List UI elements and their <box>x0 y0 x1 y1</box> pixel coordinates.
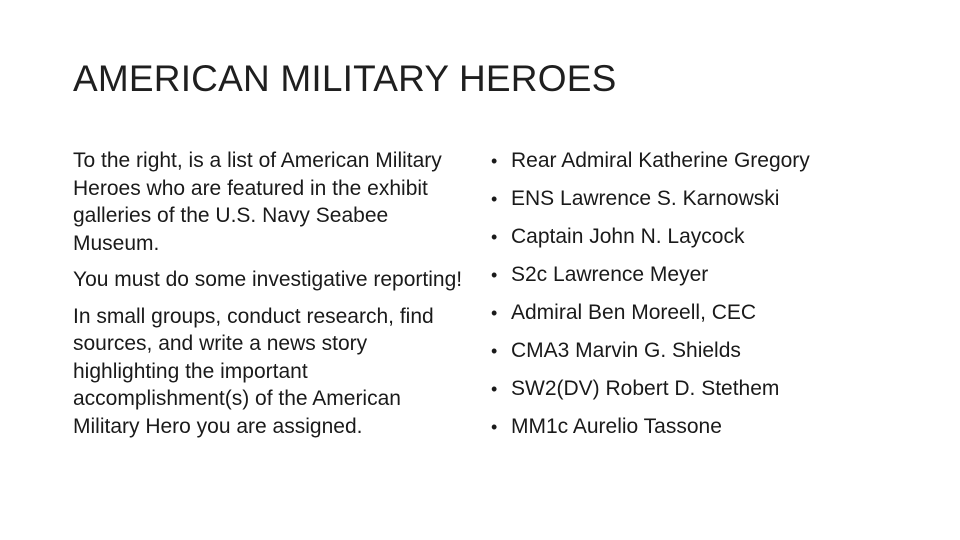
hero-name: MM1c Aurelio Tassone <box>511 415 722 438</box>
hero-list-item <box>491 335 931 373</box>
bullet-icon: • <box>491 189 498 209</box>
hero-list-item <box>491 259 931 297</box>
hero-name: Admiral Ben Moreell, CEC <box>511 301 757 324</box>
hero-list-item <box>491 221 931 259</box>
hero-name: SW2(DV) Robert D. Stethem <box>511 377 780 400</box>
hero-name: ENS Lawrence S. Karnowski <box>511 187 780 210</box>
slide-title: AMERICAN MILITARY HEROES <box>73 58 617 99</box>
bullet-icon: • <box>491 379 498 399</box>
intro-paragraph: To the right, is a list of American Military Heroes who are featured in the exhibit galleries of the U.S. Navy Seabee Museum. <box>73 149 442 255</box>
bullet-icon: • <box>491 303 498 323</box>
hero-name: CMA3 Marvin G. Shields <box>511 339 741 362</box>
hero-list-item <box>491 145 931 183</box>
hero-name: Rear Admiral Katherine Gregory <box>511 149 810 172</box>
bullet-icon: • <box>491 265 498 285</box>
assignment-paragraph: In small groups, conduct research, find sources, and write a news story highlighting the important accomplishment(s) of the American Military Hero you are assigned. <box>73 304 434 438</box>
bullet-icon: • <box>491 417 498 437</box>
hero-list-item <box>491 183 931 221</box>
hero-list-item <box>491 411 931 449</box>
bullet-icon: • <box>491 151 498 171</box>
hero-list-item <box>491 373 931 411</box>
instructions-text-block <box>73 147 463 449</box>
hero-name: Captain John N. Laycock <box>511 225 745 248</box>
bullet-icon: • <box>491 227 498 247</box>
investigative-paragraph: You must do some investigative reporting! <box>73 268 463 291</box>
hero-list-item <box>491 297 931 335</box>
hero-name: S2c Lawrence Meyer <box>511 263 709 286</box>
heroes-list <box>491 145 931 449</box>
bullet-icon: • <box>491 341 498 361</box>
